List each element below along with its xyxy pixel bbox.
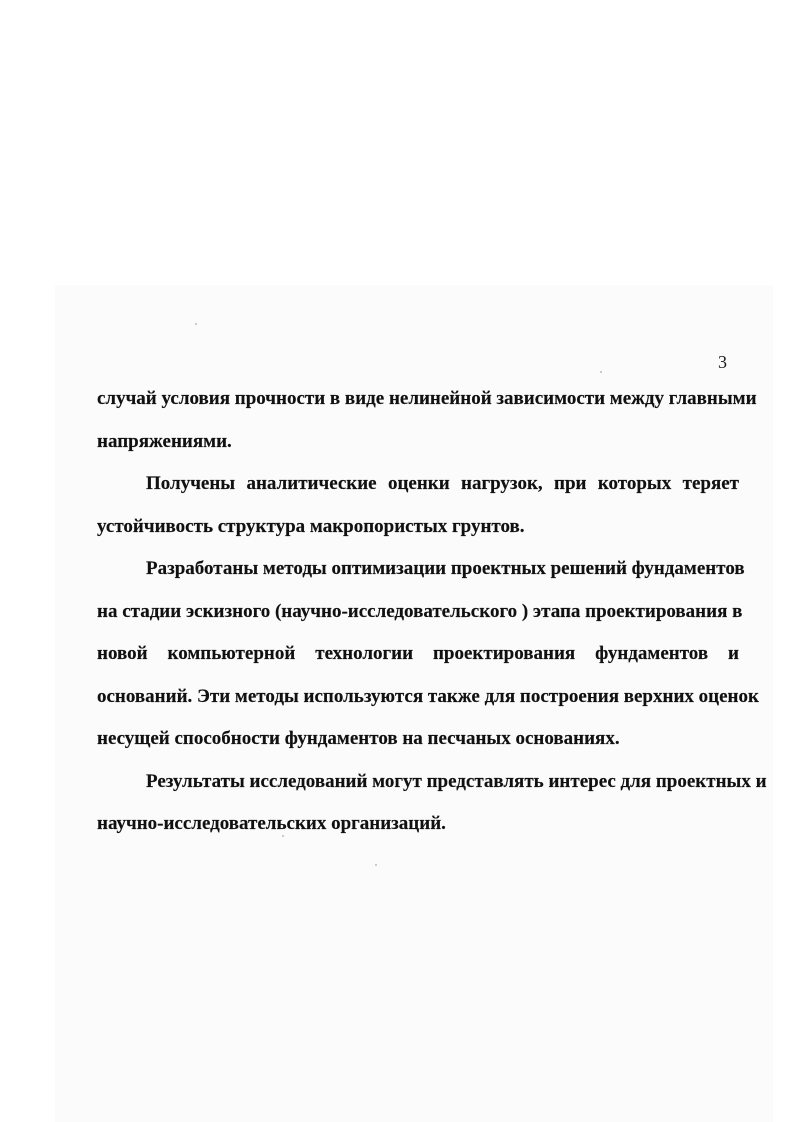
scan-speck xyxy=(282,835,284,837)
body-text xyxy=(97,378,767,846)
text-line: устойчивость структура макропористых грунтов. xyxy=(97,515,525,537)
text-line: на стадии эскизного (научно-исследовательского ) этапа проектирования в xyxy=(97,600,743,622)
scan-speck xyxy=(600,371,602,373)
text-line: научно-исследовательских организаций. xyxy=(97,813,446,834)
text-line: оснований. Эти методы используются также для построения верхних оценок xyxy=(97,685,759,707)
paragraph-start-line: Получены аналитические оценки нагрузок, при которых теряет xyxy=(146,473,739,494)
text-line: напряжениями. xyxy=(97,430,232,452)
paragraph-start-line: Результаты исследований могут представлять интерес для проектных и xyxy=(146,770,767,792)
scan-speck xyxy=(195,323,197,325)
text-line: новой компьютерной технологии проектирования фундаментов и xyxy=(97,643,739,664)
paragraph-start-line: Разработаны методы оптимизации проектных решений фундаментов xyxy=(146,558,745,579)
text-line: несущей способности фундаментов на песчаных основаниях. xyxy=(97,728,620,749)
text-line: случай условия прочности в виде нелинейной зависимости между главными xyxy=(97,388,757,409)
page-number: 3 xyxy=(718,352,727,372)
scan-speck xyxy=(375,864,377,866)
